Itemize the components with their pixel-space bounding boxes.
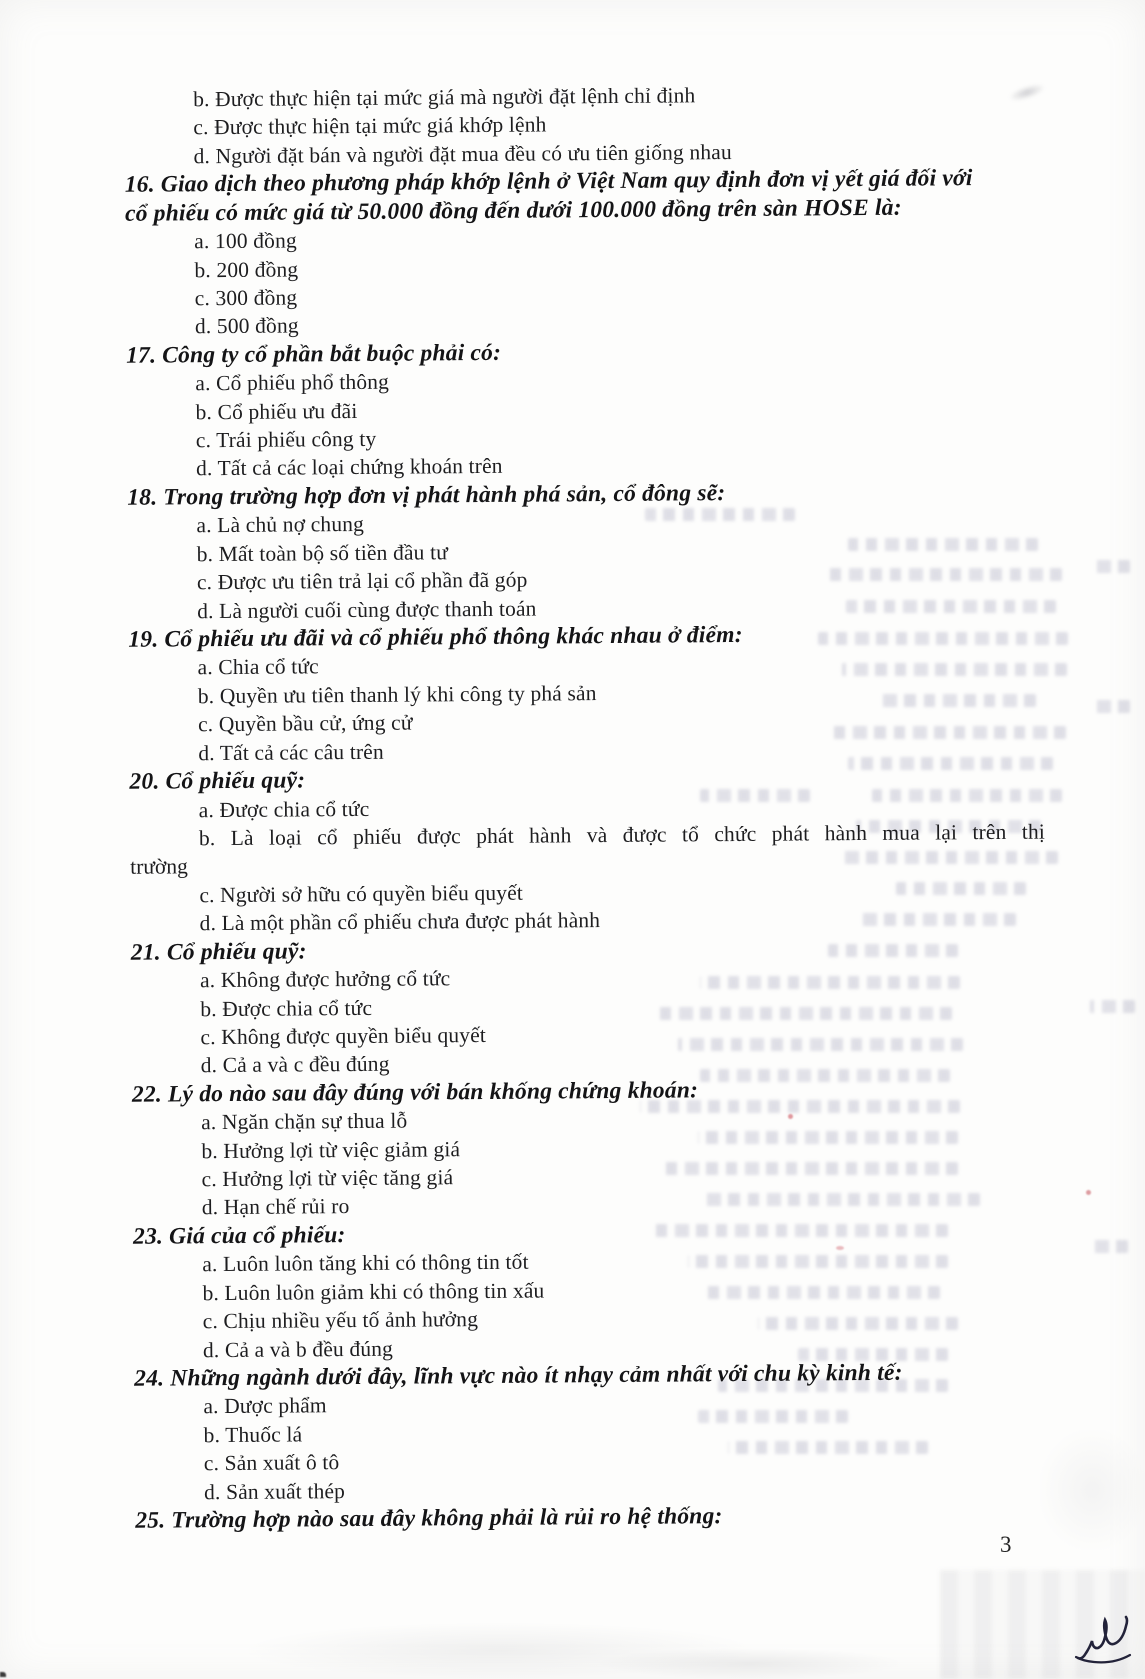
- answer-option: c. Trái phiếu công ty: [195, 426, 377, 453]
- answer-option: c. Được thực hiện tại mức giá khớp lệnh: [193, 112, 547, 140]
- answer-option: b. Cổ phiếu ưu đãi: [195, 398, 358, 424]
- answer-option: d. Hạn chế rủi ro: [201, 1194, 350, 1220]
- answer-option: b. 200 đồng: [194, 256, 299, 282]
- answer-option: a. Được chia cổ tức: [198, 796, 370, 822]
- ink-speck: [0, 1672, 6, 1677]
- answer-option: c. Sản xuất ô tô: [203, 1450, 340, 1476]
- question-text: 20. Cổ phiếu quỹ:: [129, 767, 306, 795]
- page-number: 3: [1000, 1532, 1012, 1557]
- answer-option: d. Là một phần cổ phiếu chưa được phát hành: [199, 908, 601, 936]
- answer-option: a. 100 đồng: [194, 228, 297, 254]
- question-text: 24. Những ngành dưới đây, lĩnh vực nào ít nhạy cảm nhất với chu kỳ kinh tế:: [134, 1359, 903, 1392]
- answer-option: a. Cổ phiếu phổ thông: [195, 369, 390, 396]
- answer-option: b. Luôn luôn giảm khi có thông tin xấu: [202, 1278, 545, 1305]
- answer-option: c. 300 đồng: [194, 285, 298, 311]
- answer-option: d. Tất cả các câu trên: [198, 739, 384, 765]
- answer-option: a. Ngăn chặn sự thua lỗ: [201, 1108, 408, 1135]
- question-text: 19. Cổ phiếu ưu đãi và cổ phiếu phổ thông khác nhau ở điểm:: [128, 621, 743, 653]
- scan-blotch: [240, 1622, 760, 1679]
- answer-option: c. Chịu nhiều yếu tố ảnh hưởng: [202, 1307, 479, 1334]
- answer-option: a. Không được hưởng cổ tức: [199, 966, 451, 993]
- question-text: 22. Lý do nào sau đây đúng với bán khống chứng khoán:: [131, 1077, 699, 1108]
- answer-option: d. Sản xuất thép: [203, 1478, 346, 1504]
- answer-option: d. Tất cả các loại chứng khoán trên: [195, 454, 503, 481]
- answer-option: c. Không được quyền biểu quyết: [200, 1022, 487, 1050]
- answer-option: a. Dược phẩm: [203, 1393, 327, 1419]
- question-text: 21. Cổ phiếu quỹ:: [130, 938, 307, 966]
- question-text: 16. Giao dịch theo phương pháp khớp lệnh ở Việt Nam quy định đơn vị yết giá đối với: [124, 165, 973, 199]
- answer-option: d. Là người cuối cùng được thanh toán: [197, 596, 537, 623]
- answer-option: b. Hưởng lợi từ việc giảm giá: [201, 1136, 461, 1163]
- answer-option: a. Luôn luôn tăng khi có thông tin tốt: [202, 1249, 529, 1277]
- answer-option: d. Cả a và c đều đúng: [200, 1052, 390, 1078]
- answer-option: b. Mất toàn bộ số tiền đầu tư: [196, 540, 449, 566]
- signature-mark: [1072, 1612, 1144, 1674]
- answer-option: d. 500 đồng: [194, 313, 299, 339]
- option-continuation: trường: [130, 854, 188, 880]
- answer-option: b. Được thực hiện tại mức giá mà người đặt lệnh chỉ định: [193, 83, 696, 112]
- question-text: 23. Giá của cổ phiếu:: [132, 1221, 346, 1250]
- answer-option: d. Người đặt bán và người đặt mua đều có ưu tiên giống nhau: [193, 139, 732, 169]
- exam-text-block: [0, 78, 1145, 1536]
- answer-option: b. Được chia cổ tức: [200, 995, 373, 1021]
- question-text: 18. Trong trường hợp đơn vị phát hành phá sản, cổ đông sẽ:: [127, 479, 726, 511]
- answer-option: b. Thuốc lá: [203, 1422, 303, 1448]
- answer-option: c. Được ưu tiên trả lại cổ phần đã góp: [196, 567, 528, 595]
- question-text: cổ phiếu có mức giá từ 50.000 đồng đến dưới 100.000 đồng trên sàn HOSE là:: [124, 194, 902, 227]
- answer-option: b. Quyền ưu tiên thanh lý khi công ty phá sản: [197, 680, 597, 709]
- answer-option: c. Hưởng lợi từ việc tăng giá: [201, 1165, 454, 1192]
- answer-option: a. Chia cổ tức: [197, 654, 319, 680]
- scan-blotch: [600, 1648, 900, 1679]
- answer-option: c. Quyền bầu cử, ứng cử: [197, 710, 413, 737]
- question-text: 25. Trường hợp nào sau đây không phải là rủi ro hệ thống:: [135, 1503, 723, 1534]
- answer-option: b. Là loại cổ phiếu được phát hành và được tổ chức phát hành mua lại trên thị: [198, 819, 1046, 851]
- question-text: 17. Công ty cổ phần bắt buộc phải có:: [126, 339, 502, 369]
- answer-option: c. Người sở hữu có quyền biểu quyết: [199, 880, 524, 908]
- answer-option: a. Là chủ nợ chung: [196, 512, 365, 538]
- answer-option: d. Cả a và b đều đúng: [202, 1336, 394, 1362]
